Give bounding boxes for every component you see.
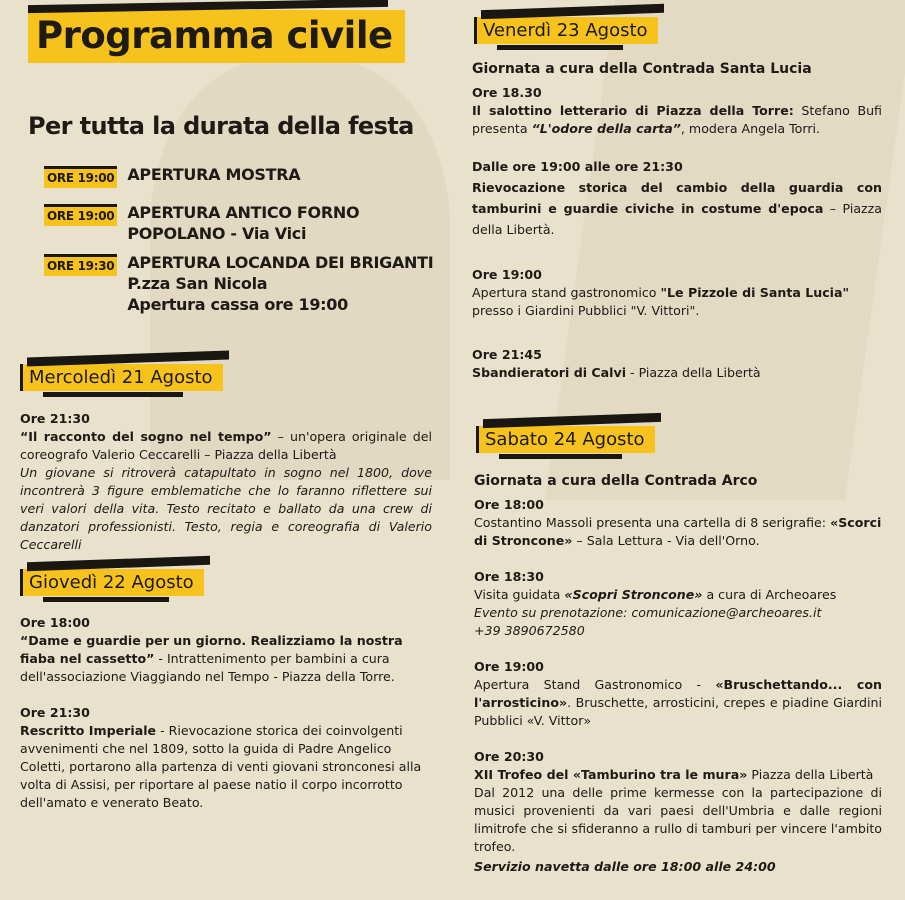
event-time: Ore 18.30 bbox=[472, 85, 542, 100]
event-title: Rievocazione storica del cambio della guardia con tamburini e guardie civiche in costume d'epoca bbox=[472, 180, 882, 216]
event-time: Ore 19:00 bbox=[472, 267, 542, 282]
time-tag: ORE 19:00 bbox=[44, 166, 117, 188]
day-header-fri: Venerdì 23 Agosto bbox=[474, 17, 658, 44]
event-title: XII Trofeo del «Tamburino tra le mura» bbox=[474, 767, 748, 782]
event-text: – Piazza della Libertà. bbox=[472, 201, 882, 237]
event-title: Rescritto Imperiale bbox=[20, 723, 157, 738]
event-text: Visita guidata bbox=[474, 587, 565, 602]
event-title: “Dame e guardie per un giorno. Realizziamo la nostra fiaba nel cassetto” bbox=[20, 633, 403, 666]
event-desc: Dal 2012 una delle prime kermesse con la partecipazione di musici provenienti da vari paesi dell'Umbria e dalle regioni limitrofe che si sfideranno a rullo di tamburi per vincere l'ambito trofeo. bbox=[474, 785, 882, 854]
event-title: “Il racconto del sogno nel tempo” bbox=[20, 429, 272, 444]
day-header-wed: Mercoledì 21 Agosto bbox=[20, 364, 223, 391]
event-time: Ore 18:30 bbox=[474, 569, 544, 584]
day-heading: Giornata a cura della Contrada Arco bbox=[474, 473, 758, 489]
item-text: Apertura cassa ore 19:00 bbox=[127, 295, 348, 314]
day-heading: Giornata a cura della Contrada Santa Lucia bbox=[472, 61, 812, 77]
event-text: Stefano Bufi presenta bbox=[472, 103, 882, 136]
page-title: Programma civile bbox=[28, 10, 405, 63]
event-text: , modera Angela Torri. bbox=[680, 121, 820, 136]
event-text: Costantino Massoli presenta una cartella di 8 serigrafie: bbox=[474, 515, 831, 530]
event-text: – Sala Lettura - Via dell'Orno. bbox=[572, 533, 760, 548]
item-text: POPOLANO - Via Vici bbox=[127, 224, 307, 243]
subtitle: Per tutta la durata della festa bbox=[28, 112, 414, 140]
shuttle-note: Servizio navetta dalle ore 18:00 alle 24:00 bbox=[474, 859, 776, 874]
day-header-thu: Giovedì 22 Agosto bbox=[20, 569, 204, 596]
event-title: Il salottino letterario di Piazza della Torre: bbox=[472, 103, 794, 118]
general-item bbox=[44, 202, 359, 244]
event-time: Dalle ore 19:00 alle ore 21:30 bbox=[472, 159, 683, 174]
event-time: Ore 21:45 bbox=[472, 347, 542, 362]
event-text: presso i Giardini Pubblici "V. Vittori". bbox=[472, 303, 700, 318]
event-text: – un'opera originale del coreografo Valerio Ceccarelli – Piazza della Libertà bbox=[20, 429, 432, 462]
event-time: Ore 19:00 bbox=[474, 659, 544, 674]
event-text: Apertura stand gastronomico bbox=[472, 285, 661, 300]
event-text: - Rievocazione storica dei coinvolgenti avvenimenti che nel 1809, sotto la guida di Padre Angelico Coletti, portarono alla partenza di venti giovani stronconesi alla volta di Assisi, per riportare al paese natio il corpo incorrotto dell'amato e venerato Beato. bbox=[20, 723, 422, 810]
day-header-sat: Sabato 24 Agosto bbox=[476, 426, 655, 453]
event-time: Ore 18:00 bbox=[20, 615, 90, 630]
event-title: «Scorci di Stroncone» bbox=[474, 515, 882, 548]
event-desc: Un giovane si ritroverà catapultato in sogno nel 1800, dove incontrerà 3 figure emblematiche che lo faranno riflettere sui veri valori della vita. Testo recitato e ballato da una crew di danzatori professionisti. Testo, regia e coreografia di Valerio Ceccarelli bbox=[20, 465, 432, 552]
item-text: APERTURA ANTICO FORNO bbox=[127, 203, 360, 222]
event-time: Ore 21:30 bbox=[20, 411, 90, 426]
event-title: «Scopri Stroncone» bbox=[564, 587, 703, 602]
event-time: Ore 20:30 bbox=[474, 749, 544, 764]
event-text: - Intrattenimento per bambini a cura dell'associazione Viaggiando nel Tempo - Piazza della Torre. bbox=[20, 651, 395, 684]
event-text: - Piazza della Libertà bbox=[626, 365, 761, 380]
general-item bbox=[44, 252, 433, 315]
wed-section bbox=[20, 410, 432, 554]
general-item bbox=[44, 164, 300, 188]
event-title: "Le Pizzole di Santa Lucia" bbox=[660, 285, 850, 300]
event-text: a cura di Archeoares bbox=[702, 587, 837, 602]
sat-section bbox=[474, 472, 882, 876]
book-title: “L'odore della carta” bbox=[531, 121, 681, 136]
time-tag: ORE 19:00 bbox=[44, 204, 117, 226]
event-time: Ore 18:00 bbox=[474, 497, 544, 512]
item-text: APERTURA MOSTRA bbox=[127, 165, 301, 184]
fri-section bbox=[472, 60, 882, 400]
phone-number: +39 3890672580 bbox=[474, 623, 585, 638]
event-time: Ore 21:30 bbox=[20, 705, 90, 720]
thu-section bbox=[20, 614, 425, 830]
event-text: . Bruschette, arrosticini, crepes e piadine Giardini Pubblici «V. Vittor» bbox=[474, 695, 882, 728]
booking-note: Evento su prenotazione: comunicazione@archeoares.it bbox=[474, 605, 822, 620]
time-tag: ORE 19:30 bbox=[44, 254, 117, 276]
event-title: Sbandieratori di Calvi bbox=[472, 365, 627, 380]
event-title: «Bruschettando... con l'arrosticino» bbox=[474, 677, 882, 710]
item-text: APERTURA LOCANDA DEI BRIGANTI bbox=[127, 253, 434, 272]
event-text: Apertura Stand Gastronomico - bbox=[474, 677, 716, 692]
event-text: Piazza della Libertà bbox=[747, 767, 874, 782]
item-text: P.zza San Nicola bbox=[127, 274, 268, 293]
